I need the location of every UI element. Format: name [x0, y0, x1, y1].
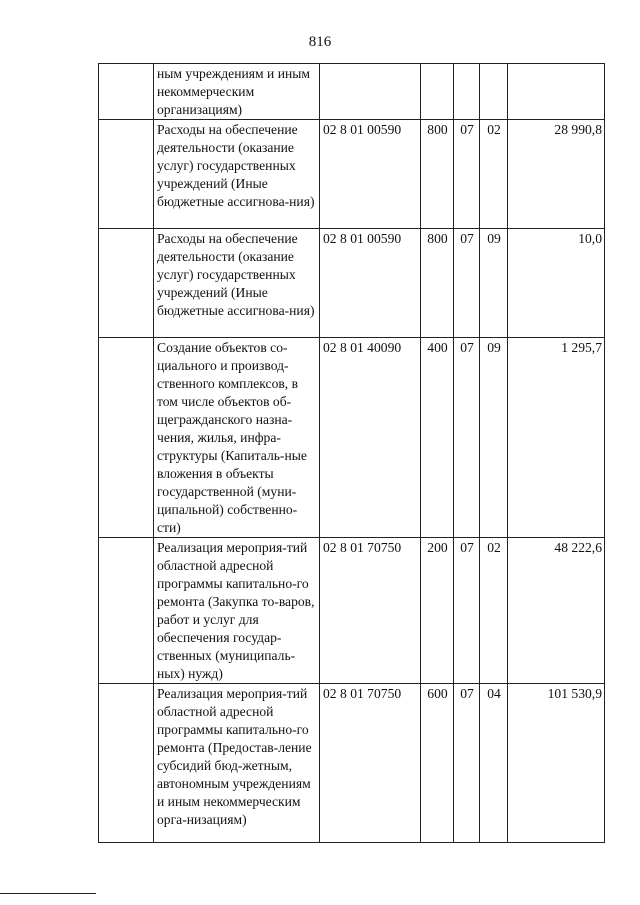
expense-type-cell: 200 — [421, 538, 454, 684]
expense-name-cell: ным учреждениям и иным некоммерческим организациям) — [154, 64, 320, 120]
expense-name-cell: Реализация мероприя-тий областной адресной программы капитально-го ремонта (Предостав-ление субсидий бюд-жетным, автономным учреждениям и иным некоммерческим орга-низациям) — [154, 684, 320, 843]
page-number: 816 — [308, 34, 332, 50]
amount-cell: 10,0 — [508, 229, 605, 338]
section-cell: 07 — [454, 338, 480, 538]
subsection-cell: 04 — [480, 684, 508, 843]
table-row — [99, 684, 605, 843]
expense-type-cell: 600 — [421, 684, 454, 843]
footnote-separator — [0, 893, 96, 894]
table-row — [99, 229, 605, 338]
row-number-cell — [99, 64, 154, 120]
amount-cell: 101 530,9 — [508, 684, 605, 843]
expense-type-cell — [421, 64, 454, 120]
subsection-cell: 02 — [480, 120, 508, 229]
expense-name-cell: Реализация мероприя-тий областной адресной программы капитально-го ремонта (Закупка то-варов, работ и услуг для обеспечения государ-ственных (муниципаль-ных) нужд) — [154, 538, 320, 684]
target-article-cell: 02 8 01 00590 — [320, 120, 421, 229]
expense-type-cell: 800 — [421, 229, 454, 338]
expense-type-cell: 800 — [421, 120, 454, 229]
expense-type-cell: 400 — [421, 338, 454, 538]
table-row — [99, 120, 605, 229]
subsection-cell — [480, 64, 508, 120]
subsection-cell: 09 — [480, 338, 508, 538]
expense-name-cell: Создание объектов со-циального и производ-ственного комплексов, в том числе объектов об-щегражданского назна-чения, жилья, инфра-структуры (Капиталь-ные вложения в объекты государственной (муни-ципальной) собственно-сти) — [154, 338, 320, 538]
expense-name-cell: Расходы на обеспечение деятельности (оказание услуг) государственных учреждений (Иные бюджетные ассигнова-ния) — [154, 229, 320, 338]
row-number-cell — [99, 229, 154, 338]
section-cell: 07 — [454, 120, 480, 229]
table-row — [99, 538, 605, 684]
row-number-cell — [99, 538, 154, 684]
section-cell: 07 — [454, 684, 480, 843]
table-row — [99, 338, 605, 538]
section-cell — [454, 64, 480, 120]
amount-cell: 28 990,8 — [508, 120, 605, 229]
target-article-cell: 02 8 01 70750 — [320, 538, 421, 684]
target-article-cell — [320, 64, 421, 120]
amount-cell: 1 295,7 — [508, 338, 605, 538]
section-cell: 07 — [454, 229, 480, 338]
section-cell: 07 — [454, 538, 480, 684]
row-number-cell — [99, 684, 154, 843]
budget-table — [98, 63, 605, 843]
table-row — [99, 64, 605, 120]
row-number-cell — [99, 120, 154, 229]
target-article-cell: 02 8 01 00590 — [320, 229, 421, 338]
amount-cell — [508, 64, 605, 120]
subsection-cell: 02 — [480, 538, 508, 684]
target-article-cell: 02 8 01 70750 — [320, 684, 421, 843]
subsection-cell: 09 — [480, 229, 508, 338]
amount-cell: 48 222,6 — [508, 538, 605, 684]
row-number-cell — [99, 338, 154, 538]
target-article-cell: 02 8 01 40090 — [320, 338, 421, 538]
expense-name-cell: Расходы на обеспечение деятельности (оказание услуг) государственных учреждений (Иные бюджетные ассигнова-ния) — [154, 120, 320, 229]
